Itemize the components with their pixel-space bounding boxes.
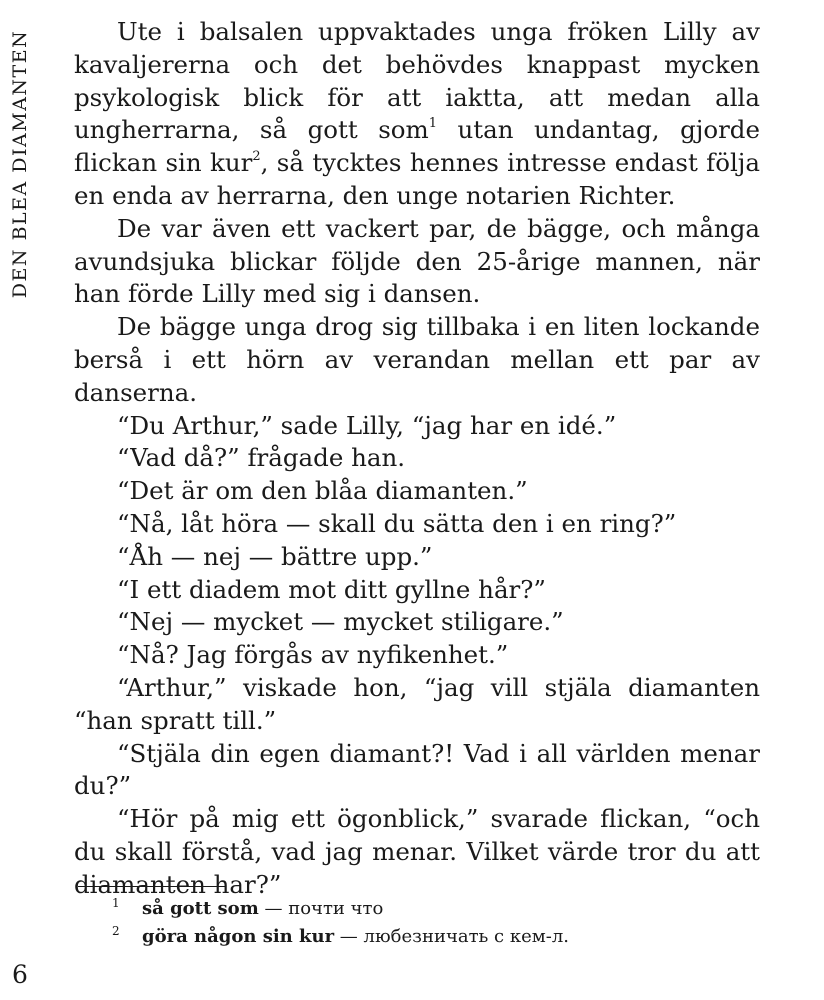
footnote-divider [78,886,226,887]
footnote-2-dash: — [334,926,364,947]
footnote-1 [112,895,752,923]
dialogue-line-6: “I ett diadem mot ditt gyllne hår?” [117,574,546,604]
footnote-2-term: göra någon sin kur [142,926,335,947]
dialogue-line-1: “Du Arthur,” sade Lilly, “jag har en idé.” [117,410,617,440]
footnote-2-meaning: любезничать с кем-л. [363,926,569,947]
dialogue-line-11: “Hör på mig ett ögonblick,” svarade flickan, “och du skall förstå, vad jag menar. Vilket värde tror du att diamanten har?” [74,804,760,899]
paragraph-1-part-c: , så tycktes hennes intresse endast följa en enda av herrarna, den unge notarien Richter. [74,148,760,210]
paragraph-1 [74,16,760,213]
body-text [74,16,760,902]
dialogue-line-7: “Nej — mycket — mycket stiligare.” [117,607,564,637]
paragraph-1-part-a: Ute i balsalen uppvaktades unga fröken Lilly av kavaljererna och det behövdes knappast mycken psykologisk blick för att iaktta, att medan alla ungherrarna, så gott som [74,17,760,145]
dialogue-line-10: “Stjäla din egen diamant?! Vad i all världen menar du?” [74,738,760,801]
footnote-1-meaning: почти что [288,898,384,919]
paragraph-1-part-b: utan undantag, gjorde flickan sin kur [74,115,760,178]
footnotes [112,895,752,951]
paragraph-2: De var även ett vackert par, de bägge, och många avundsjuka blickar följde den 25-årige mannen, när han förde Lilly med sig i dansen. [74,213,760,309]
footnote-ref-2: 2 [252,149,261,165]
running-head: DEN BLEA DIAMANTEN [9,29,31,299]
footnote-ref-1: 1 [428,116,438,132]
paragraph-3: De bägge unga drog sig tillbaka i en liten lockande berså i ett hörn av verandan mellan ett par av danserna. [74,312,760,407]
footnote-2 [112,923,752,951]
dialogue-line-3: “Det är om den blåa diamanten.” [117,476,528,506]
footnote-2-number: 2 [112,924,120,938]
footnote-1-number: 1 [112,896,120,910]
dialogue-line-5: “Åh — nej — bättre upp.” [117,541,433,571]
page-number: 6 [12,960,28,989]
footnote-1-term: så gott som [142,898,259,919]
dialogue-line-9: “Arthur,” viskade hon, “jag vill stjäla diamanten “han spratt till.” [74,672,760,735]
dialogue-line-2: “Vad då?” frågade han. [117,443,406,473]
dialogue-line-8: “Nå? Jag förgås av nyfikenhet.” [117,640,509,670]
footnote-1-dash: — [258,898,289,919]
dialogue-line-4: “Nå, låt höra — skall du sätta den i en ring?” [117,508,677,538]
